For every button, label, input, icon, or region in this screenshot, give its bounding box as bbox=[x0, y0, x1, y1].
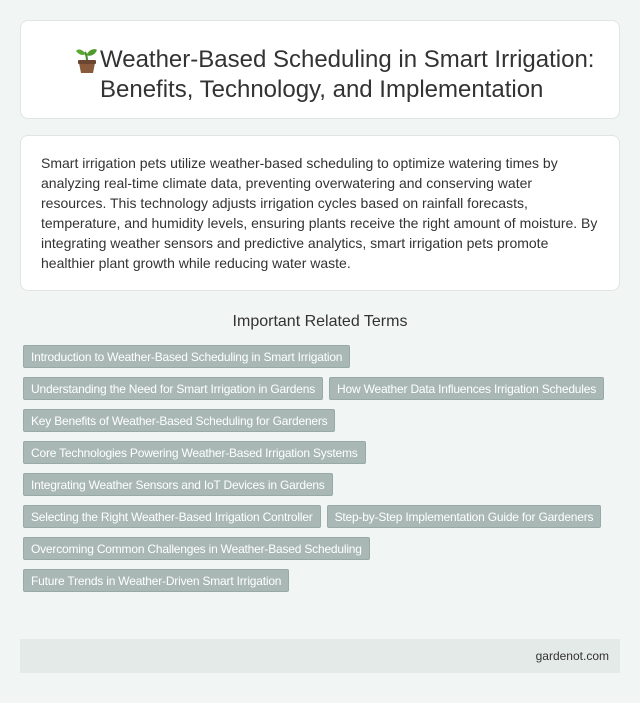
description-card bbox=[20, 135, 620, 291]
related-term-tag[interactable]: How Weather Data Influences Irrigation Schedules bbox=[329, 377, 604, 400]
related-term-tag[interactable]: Overcoming Common Challenges in Weather-Based Scheduling bbox=[23, 537, 370, 560]
footer bbox=[20, 639, 620, 673]
title-card bbox=[20, 20, 620, 119]
related-term-tag[interactable]: Core Technologies Powering Weather-Based Irrigation Systems bbox=[23, 441, 366, 464]
related-term-tag[interactable]: Introduction to Weather-Based Scheduling in Smart Irrigation bbox=[23, 345, 350, 368]
seedling-icon bbox=[74, 46, 100, 74]
related-term-tag[interactable]: Future Trends in Weather-Driven Smart Irrigation bbox=[23, 569, 289, 592]
description-text: Smart irrigation pets utilize weather-based scheduling to optimize watering times by analyzing real-time climate data, preventing overwatering and conserving water resources. This technology adjusts irrigation cycles based on rainfall forecasts, temperature, and humidity levels, ensuring plants receive the right amount of moisture. By integrating weather sensors and predictive analytics, smart irrigation pets promote healthier plant growth while reducing water waste. bbox=[41, 155, 598, 271]
related-term-tag[interactable]: Selecting the Right Weather-Based Irrigation Controller bbox=[23, 505, 321, 528]
related-terms-heading: Important Related Terms bbox=[232, 313, 408, 330]
related-terms-list bbox=[23, 345, 623, 592]
related-term-tag[interactable]: Key Benefits of Weather-Based Scheduling for Gardeners bbox=[23, 409, 335, 432]
related-term-tag[interactable]: Integrating Weather Sensors and IoT Devices in Gardens bbox=[23, 473, 333, 496]
page-title: Weather-Based Scheduling in Smart Irrigation: Benefits, Technology, and Implementation bbox=[100, 46, 595, 103]
related-term-tag[interactable]: Step-by-Step Implementation Guide for Gardeners bbox=[327, 505, 602, 528]
related-term-tag[interactable]: Understanding the Need for Smart Irrigation in Gardens bbox=[23, 377, 323, 400]
footer-site-link[interactable]: gardenot.com bbox=[535, 649, 609, 663]
